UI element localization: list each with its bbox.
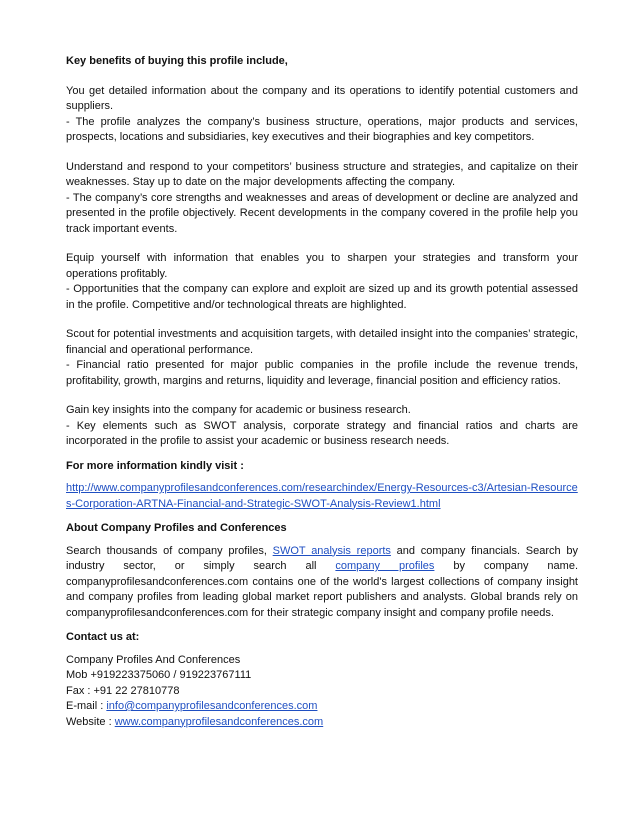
website-label: Website : [66, 715, 115, 728]
benefits-heading: Key benefits of buying this profile include, [66, 55, 288, 67]
email-link[interactable]: info@companyprofilesandconferences.com [106, 700, 318, 712]
benefit-detail: - Opportunities that the company can explore and exploit are sized up and its growth potential assessed in the profile. Competitive and/or technological threats are highlighted. [66, 283, 578, 311]
benefit-item [66, 84, 578, 146]
about-text: Search thousands of company profiles, [66, 544, 273, 557]
swot-analysis-reports-link[interactable]: SWOT analysis reports [272, 544, 391, 557]
contact-block [66, 653, 578, 731]
benefit-detail: - Financial ratio presented for major public companies in the profile include the revenue trends, profitability, growth, margins and returns, liquidity and leverage, financial position and efficiency ratios. [66, 359, 578, 387]
contact-heading: Contact us at: [66, 631, 140, 643]
email-label: E-mail : [66, 700, 107, 712]
about-heading: About Company Profiles and Conferences [66, 522, 287, 534]
about-paragraph [66, 544, 578, 622]
profile-url-link[interactable]: http://www.companyprofilesandconferences.com/researchindex/Energy-Resources-c3/Artesian-Resources-Corporation-ARTNA-Financial-and-Strategic-SWOT-Analysis-Review1.html [66, 482, 578, 510]
company-profiles-link[interactable]: company profiles [335, 560, 435, 572]
benefit-lead: You get detailed information about the company and its operations to identify potential customers and suppliers. [66, 84, 578, 112]
document-page [66, 54, 578, 730]
about-text: by company name. companyprofilesandconferences.com contains one of the world's largest collections of company insight and company profiles from leading global market report publishers and analysts. Global brands rely on companyprofilesandconferences.com for their strategic company insight and company profile needs. [66, 560, 578, 619]
website-link[interactable]: www.companyprofilesandconferences.com [114, 715, 324, 728]
benefit-detail: - The company’s core strengths and weaknesses and areas of development or decline are analyzed and presented in the profile objectively. Recent developments in the company covered in the profile help you track important events. [66, 191, 578, 235]
benefit-lead: Understand and respond to your competitors’ business structure and strategies, and capitalize on their weaknesses. Stay up to date on the major developments affecting the company. [66, 160, 578, 188]
benefit-item [66, 251, 578, 313]
more-info-heading: For more information kindly visit : [66, 459, 244, 472]
benefit-item [66, 327, 578, 389]
contact-company: Company Profiles And Conferences [66, 653, 241, 666]
about-text: and company financials. Search by industry sector, or simply search all [66, 544, 578, 572]
benefit-lead: Scout for potential investments and acquisition targets, with detailed insight into the companies’ strategic, financial and operational performance. [66, 328, 578, 356]
contact-mobile: Mob +919223375060 / 919223767111 [66, 669, 252, 681]
benefit-item [66, 403, 578, 450]
contact-fax: Fax : +91 22 27810778 [66, 684, 180, 697]
benefit-item [66, 160, 578, 238]
benefit-lead: Equip yourself with information that enables you to sharpen your strategies and transform your operations profitably. [66, 252, 578, 280]
benefit-detail: - The profile analyzes the company’s business structure, operations, major products and services, prospects, locations and subsidiaries, key executives and their biographies and key competitors. [66, 115, 578, 143]
contact-website-line [66, 715, 578, 731]
benefit-lead: Gain key insights into the company for academic or business research. [66, 404, 411, 416]
benefit-detail: - Key elements such as SWOT analysis, corporate strategy and financial ratios and charts are incorporated in the profile to assist your academic or business research needs. [66, 419, 578, 447]
contact-email-line [66, 699, 578, 715]
more-info-url-line [66, 481, 578, 512]
